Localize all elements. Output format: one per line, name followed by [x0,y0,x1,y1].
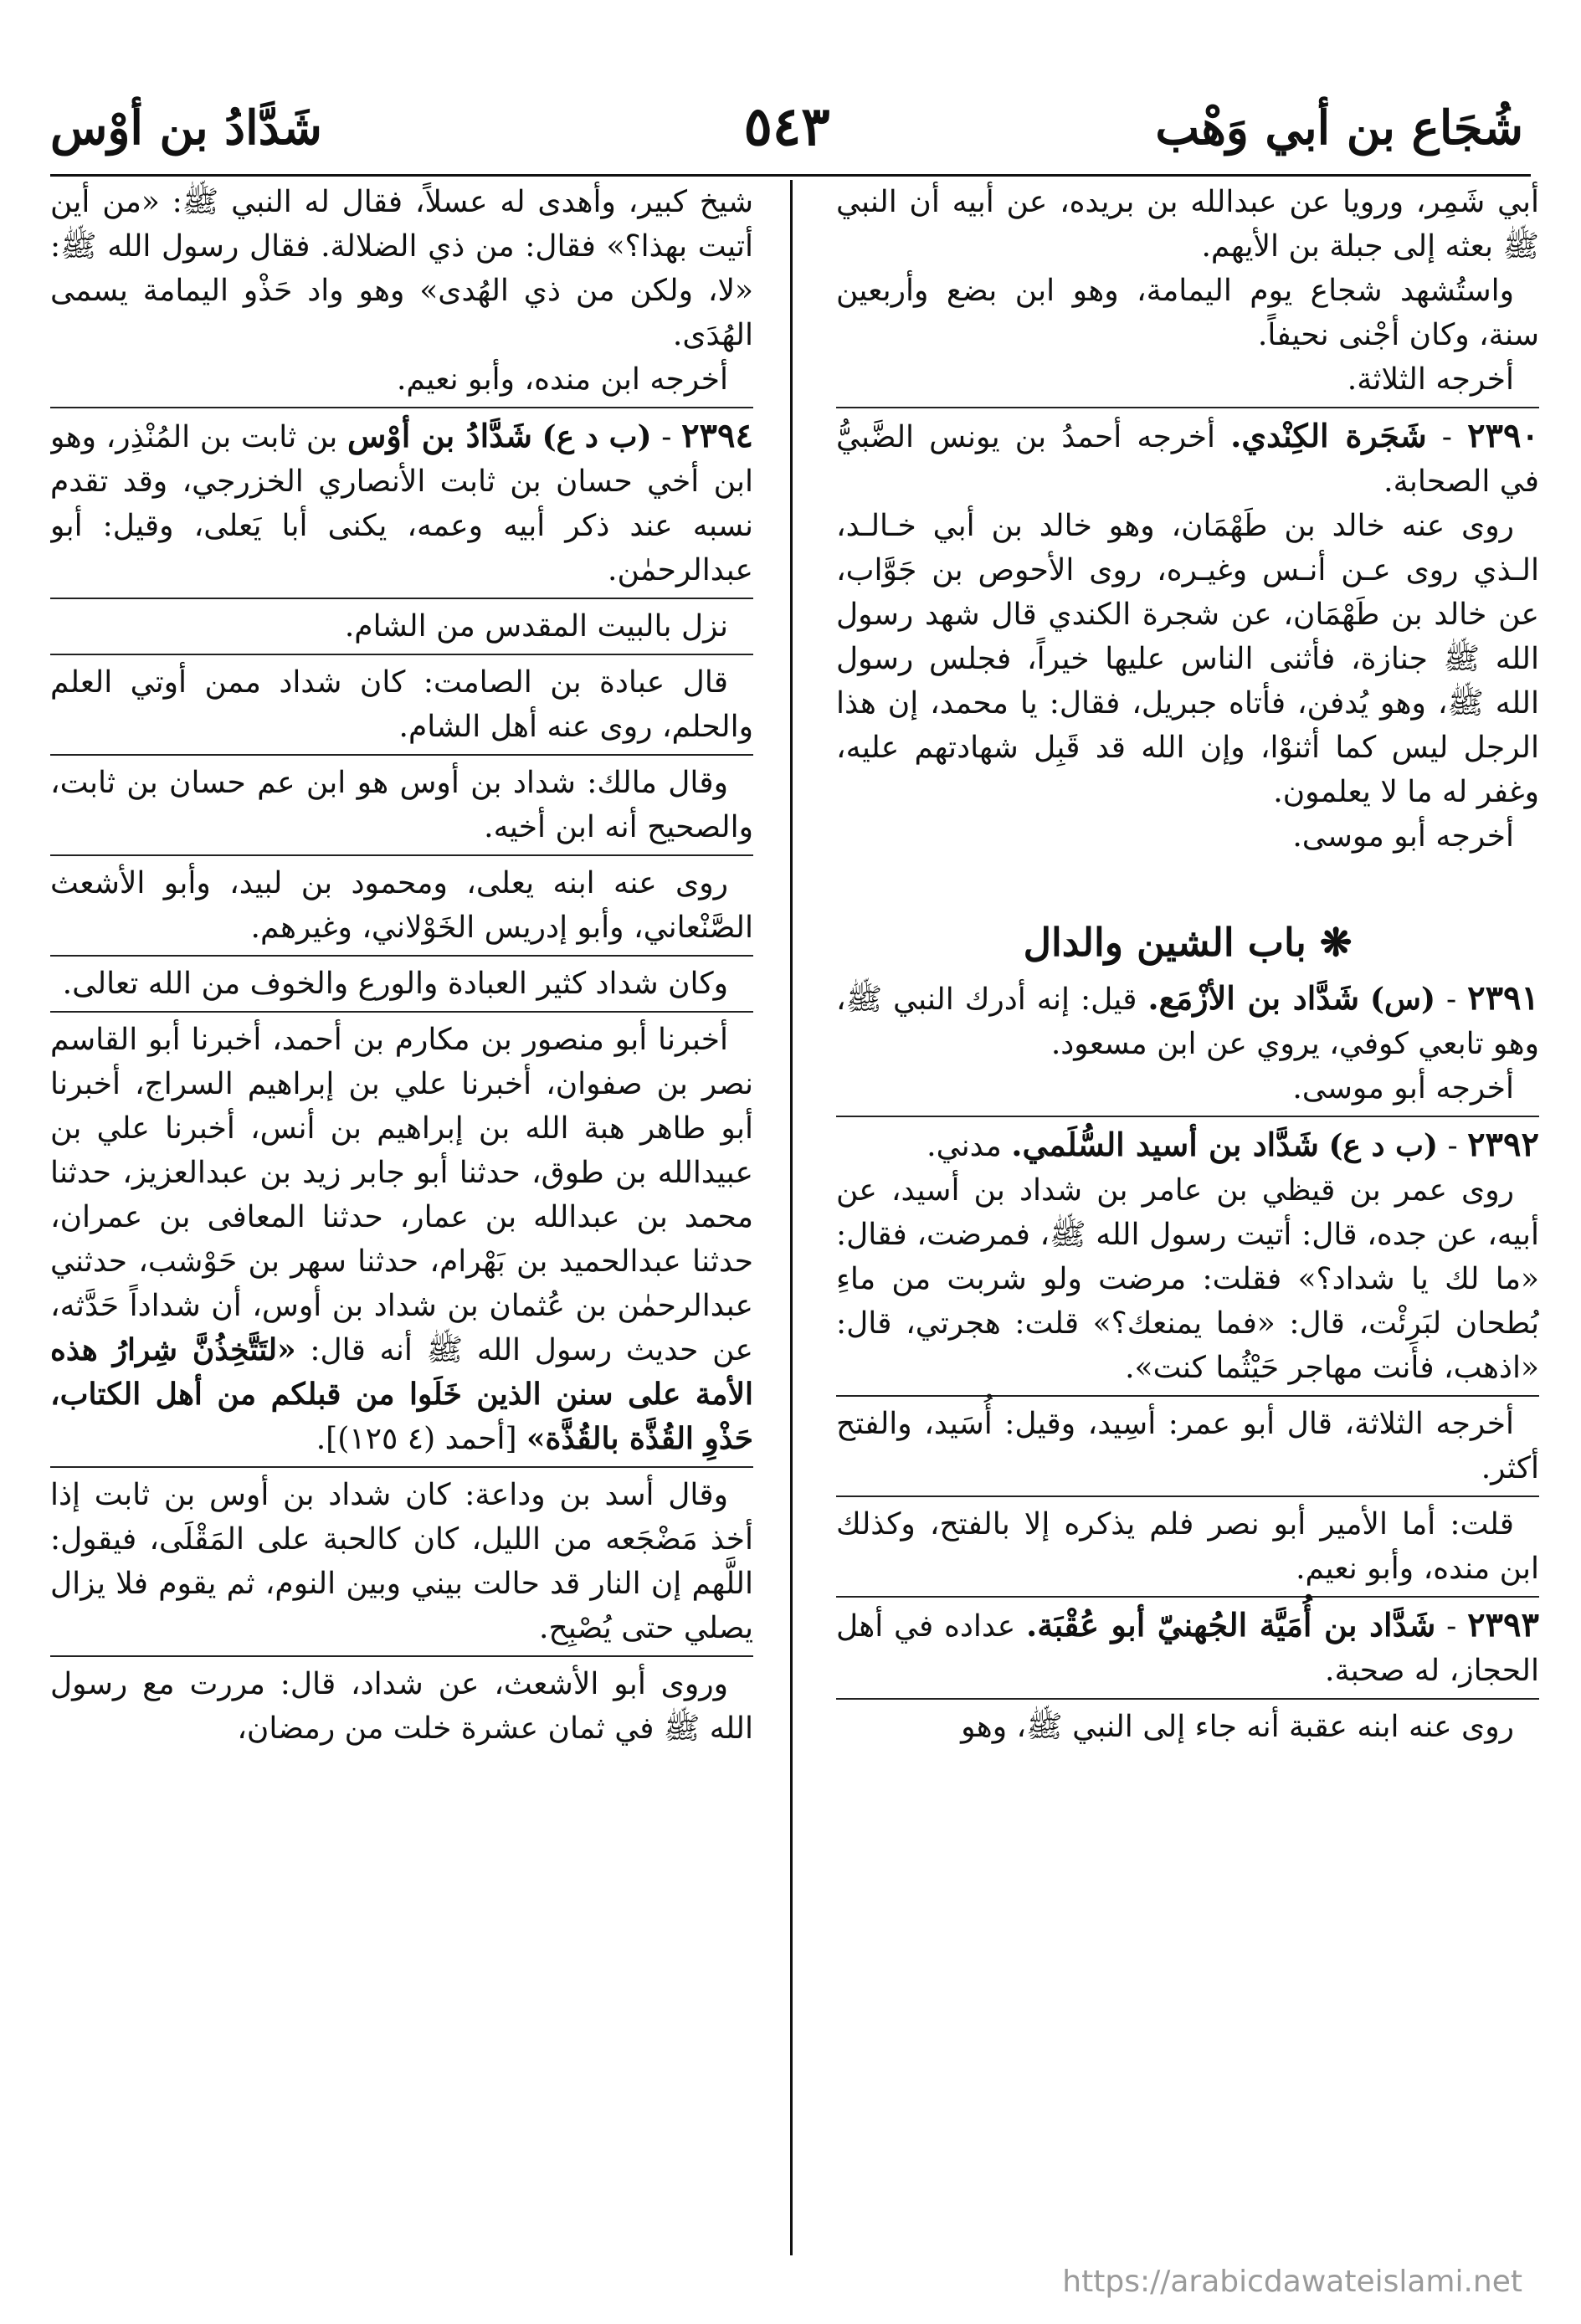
paragraph: روى عنه ابنه يعلى، ومحمود بن لبيد، وأبو الأشعث الصَّنْعاني، وأبو إدريس الخَوْلاني، وغيرهم. [50,866,753,945]
running-title-left: شَدَّادُ بن أوْس [50,100,322,156]
paragraph: أخرجه أبو موسى. [1292,1071,1514,1106]
entry-separator [836,1495,1539,1497]
entry-name: شَدَّادُ بن أوْس [347,417,532,454]
paragraph: واستُشهد شجاع يوم اليمامة، وهو ابن بضع وأربعين سنة، وكان أجْنى نحيفاً. [836,274,1539,352]
paragraph: قلت: أما الأمير أبو نصر فلم يذكره إلا بالفتح، وكذلك ابن منده، وأبو نعيم. [836,1507,1539,1586]
running-title-right: شُجَاع بن أبي وَهْب [1155,100,1523,156]
paragraph: وقال أسد بن وداعة: كان شداد بن أوس بن ثابت إذا أخذ مَضْجَعه من الليل، كان كالحبة على المَقْلَى، فيقول: اللَّهم إن النار قد حالت بيني وبين النوم، ثم يقوم فلا يزال يصلي حتى يُصْبِح. [50,1478,753,1645]
source-watermark: https://arabicdawateislami.net [1062,2265,1522,2299]
entry-dash: - [1435,1609,1457,1644]
paragraph: وروى أبو الأشعث، عن شداد، قال: مررت مع رسول الله ﷺ في ثمان عشرة خلت من رمضان، [50,1667,753,1746]
page-header [50,84,1523,176]
entry-name: شَجَرة الكِنْدي. [1230,417,1427,454]
entry-tag: (ب د ع) [542,419,652,454]
entry-separator [50,598,753,599]
page-number: ٥٤٣ [743,95,830,158]
entry-dash: - [651,420,672,454]
paragraph: أخرجه الثلاثة، قال أبو عمر: أسِيد، وقيل: أُسَيد، والفتح أكثر. [836,1407,1539,1485]
paragraph: روى عمر بن قيظي بن عامر بن شداد بن أسيد، عن أبيه، عن جده، قال: أتيت رسول الله ﷺ، فمرضت، فقال: «ما لك يا شداد؟» فقلت: مرضت ولو شربت من ماءِ بُطحان لبَرِئْت، قال: «فما يمنعك؟» قلت: هجرتي، قال: «اذهب، فأنت مهاجر حَيْثُما كنت». [836,1173,1539,1385]
entry-text: أخرجه أحمدُ بن يونس الضَّبيُّ في الصحابة. [836,420,1539,499]
paragraph: روى عنه خالد بن طَهْمَان، وهو خالد بن أبي خـالـد، الـذي روى عـن أنـس وغيـره، روى الأحوص بن جَوَّاب، عن خالد بن طَهْمَان، عن شجرة الكندي قال شهد رسول الله ﷺ جنازة، فأثنى الناس عليها خيراً، فجلس رسول الله ﷺ، وهو يُدفن، فأتاه جبريل، فقال: يا محمد، إن هذا الرجل ليس كما أثنوْا، وإن الله قد قَبِل شهادتهم عليه، وغفر له ما لا يعلمون. [836,509,1539,809]
entry-number: ٢٣٩١ [1467,978,1539,1018]
entry-name: شَدَّاد بن أُمَيَّة الجُهنيّ أبو عُقْبَة. [1026,1606,1436,1644]
entry-dash: - [1438,1129,1458,1163]
entry-text: مدني. [927,1129,1002,1163]
entry-name: شَدَّاد بن أسيد السُّلَمي. [1011,1126,1319,1163]
entry-2394 [50,413,753,593]
entry-separator [50,955,753,957]
entry-separator [50,754,753,756]
entry-number: ٢٣٩٤ [681,416,753,455]
entry-number: ٢٣٩٢ [1467,1125,1539,1164]
column-divider [790,180,793,2255]
entry-separator [836,1116,1539,1117]
entry-text: بن ثابت بن المُنْذِر، وهو ابن أخي حسان بن ثابت الأنصاري الخزرجي، وقد تقدم نسبه عند ذكر أبيه وعمه، يكنى أبا يَعلى، وقيل: أبو عبدالرحمٰن. [50,420,753,587]
entry-separator [836,1395,1539,1397]
paragraph: أخرجه ابن منده، وأبو نعيم. [396,362,728,397]
entry-dash: - [1426,420,1452,454]
right-column [836,180,1539,2255]
paragraph: أخرجه الثلاثة. [1347,362,1514,397]
entry-separator [50,1011,753,1013]
entry-separator [836,407,1539,408]
left-column [50,180,753,2255]
paragraph: أبي شَمِر، ورويا عن عبدالله بن بريده، عن أبيه أن النبي ﷺ بعثه إلى جبلة بن الأيهم. [836,185,1539,264]
entry-text: قيل: إنه أدرك النبي ﷺ، وهو تابعي كوفي، يروي عن ابن مسعود. [836,982,1539,1061]
entry-2390 [836,413,1539,504]
entry-2391 [836,976,1539,1066]
entry-text: عداده في أهل الحجاز، له صحبة. [836,1609,1539,1688]
paragraph: قال عبادة بن الصامت: كان شداد ممن أوتي العلم والحلم، روى عنه أهل الشام. [50,665,753,744]
paragraph: وقال مالك: شداد بن أوس هو ابن عم حسان بن ثابت، والصحيح أنه ابن أخيه. [50,766,753,844]
entry-separator [836,1698,1539,1700]
paragraph: أخرجه أبو موسى. [1292,819,1514,854]
entry-tag: (ب د ع) [1328,1128,1438,1163]
entry-dash: - [1435,982,1457,1017]
entry-separator [50,407,753,408]
entry-2392 [836,1122,1539,1168]
entry-separator [50,654,753,655]
entry-separator [50,854,753,856]
isnad-text: أخبرنا أبو منصور بن مكارم بن أحمد، أخبرنا أبو القاسم نصر بن صفوان، أخبرنا علي بن إبراهيم السراج، أخبرنا أبو طاهر هبة الله بن إبراهيم بن أنس، أخبرنا علي بن عبيدالله بن طوق، حدثنا أبو جابر زيد بن عبدالعزيز، حدثنا محمد بن عبدالله بن عمار، حدثنا المعافى بن عمران، حدثنا عبدالحميد بن بَهْرام، حدثنا سهر بن حَوْشب، حدثني عبدالرحمٰن بن عُثمان بن شداد بن أوس، أن شداداً حَدَّثه، عن حديث رسول الله ﷺ أنه قال: [50,1023,753,1367]
hadith-quote: «لتَتَّخِذُنَّ شِرارُ هذه الأمة على سنن الذين خَلَوا من قبلكم من أهل الكتاب، حَذْوِ القُذَّة بالقُذَّة» [50,1332,753,1456]
entry-separator [836,1596,1539,1598]
hadith-reference: [أحمد (٤ ١٢٥)]. [316,1422,517,1456]
hadith-paragraph [50,1018,753,1461]
paragraph: روى عنه ابنه عقبة أنه جاء إلى النبي ﷺ، وهو [961,1710,1514,1744]
paragraph: وكان شداد كثير العبادة والورع والخوف من الله تعالى. [62,967,728,1001]
entry-2393 [836,1603,1539,1693]
section-title: ❋ باب الشين والدال [1023,920,1353,965]
entry-number: ٢٣٩٣ [1467,1605,1539,1644]
entry-number: ٢٣٩٠ [1467,416,1539,455]
entry-name: شَدَّاد بن الأزْمَع. [1147,979,1360,1017]
entry-tag: (س) [1370,982,1436,1017]
header-rule [50,174,1531,177]
paragraph: شيخ كبير، وأهدى له عسلاً، فقال له النبي ﷺ: «من أين أتيت بهذا؟» فقال: من ذي الضلالة. فقال رسول الله ﷺ: «لا، ولكن من ذي الهُدى» وهو واد حَذْو اليمامة يسمى الهُدَى. [50,185,753,352]
entry-separator [50,1655,753,1657]
entry-separator [50,1466,753,1468]
paragraph: نزل بالبيت المقدس من الشام. [344,609,728,644]
